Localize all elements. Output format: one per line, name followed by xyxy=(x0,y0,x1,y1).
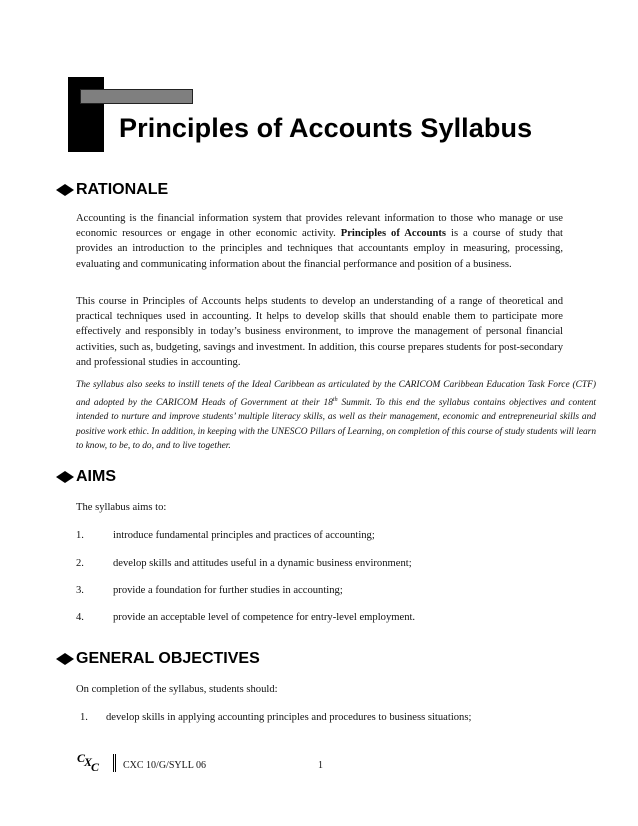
diamond-bullet-icon xyxy=(56,653,74,665)
aims-item-number: 2. xyxy=(76,558,84,569)
page-title: Principles of Accounts Syllabus xyxy=(119,113,533,143)
aims-intro: The syllabus aims to: xyxy=(76,502,167,513)
aims-item-number: 1. xyxy=(76,530,84,541)
rationale-paragraph-2: This course in Principles of Accounts helps students to develop an understanding of a range of theoretical and practical techniques used in accounting. It helps to develop skills that should enable them to participate more effectively and responsibly in today’s business environment, to improve the management of personal financial activities, such as, budgeting, savings and investment. In addition, this course prepares students for post-secondary and professional studies in accounting. xyxy=(76,296,563,368)
cxc-logo xyxy=(76,750,106,774)
text-span: The syllabus also seeks to instill tenets of the Ideal Caribbean as articulated by the CARICOM Caribbean Education Task Force (CTF) and adopted by the CARICOM Heads of Government at their 18 xyxy=(76,380,596,408)
section-heading-general-objectives xyxy=(56,650,260,668)
objectives-item-number: 1. xyxy=(80,712,88,723)
aims-item-number: 3. xyxy=(76,585,84,596)
aims-item-text: introduce fundamental principles and practices of accounting; xyxy=(113,530,375,541)
aims-item-number: 4. xyxy=(76,612,84,623)
section-heading-label: RATIONALE xyxy=(76,181,169,198)
diamond-bullet-icon xyxy=(56,184,74,196)
rationale-paragraph-1 xyxy=(76,211,563,272)
rationale-paragraph-3 xyxy=(76,378,596,454)
aims-item-text: provide an acceptable level of competence for entry-level employment. xyxy=(113,612,416,623)
diamond-bullet-icon xyxy=(56,471,74,483)
text-span: Accounting is the financial information system that provides relevant information to those who manage or use economic resources or engage in other economic activity. xyxy=(76,213,563,240)
footer-divider xyxy=(113,754,116,772)
section-heading-label: GENERAL OBJECTIVES xyxy=(76,650,260,667)
bold-course-name: Principles of Accounts xyxy=(340,228,447,240)
section-heading-label: AIMS xyxy=(76,468,116,485)
text-span: is a course of study that provides an introduction to the principles and techniques that accountants employ in measuring, processing, evaluating and communicating information about the financial performance and position of a business. xyxy=(76,228,563,270)
aims-item-text: provide a foundation for further studies in accounting; xyxy=(113,585,343,596)
logo-letter-c: C xyxy=(91,760,100,774)
logo-letter-c: C xyxy=(77,751,86,765)
objectives-intro: On completion of the syllabus, students should: xyxy=(76,684,278,695)
logo-letter-x: X xyxy=(84,755,93,769)
page-number: 1 xyxy=(318,760,323,771)
text-span: Summit. To this end the syllabus contains objectives and content intended to nurture and improve students’ multiple literacy skills, as well as their management, economic and entrepreneurial skills and positive work ethic. In addition, in keeping with the UNESCO Pillars of Learning, on completion of this course of study students will learn to know, to be, to do, and to live together. xyxy=(76,397,597,452)
objectives-item-text: develop skills in applying accounting principles and procedures to business situations; xyxy=(106,712,472,723)
header-gray-bar xyxy=(80,89,193,104)
footer-syllabus-code: CXC 10/G/SYLL 06 xyxy=(123,760,206,771)
section-heading-rationale xyxy=(56,181,168,199)
section-heading-aims xyxy=(56,468,116,486)
aims-item-text: develop skills and attitudes useful in a dynamic business environment; xyxy=(113,558,412,569)
superscript: th xyxy=(332,396,338,403)
